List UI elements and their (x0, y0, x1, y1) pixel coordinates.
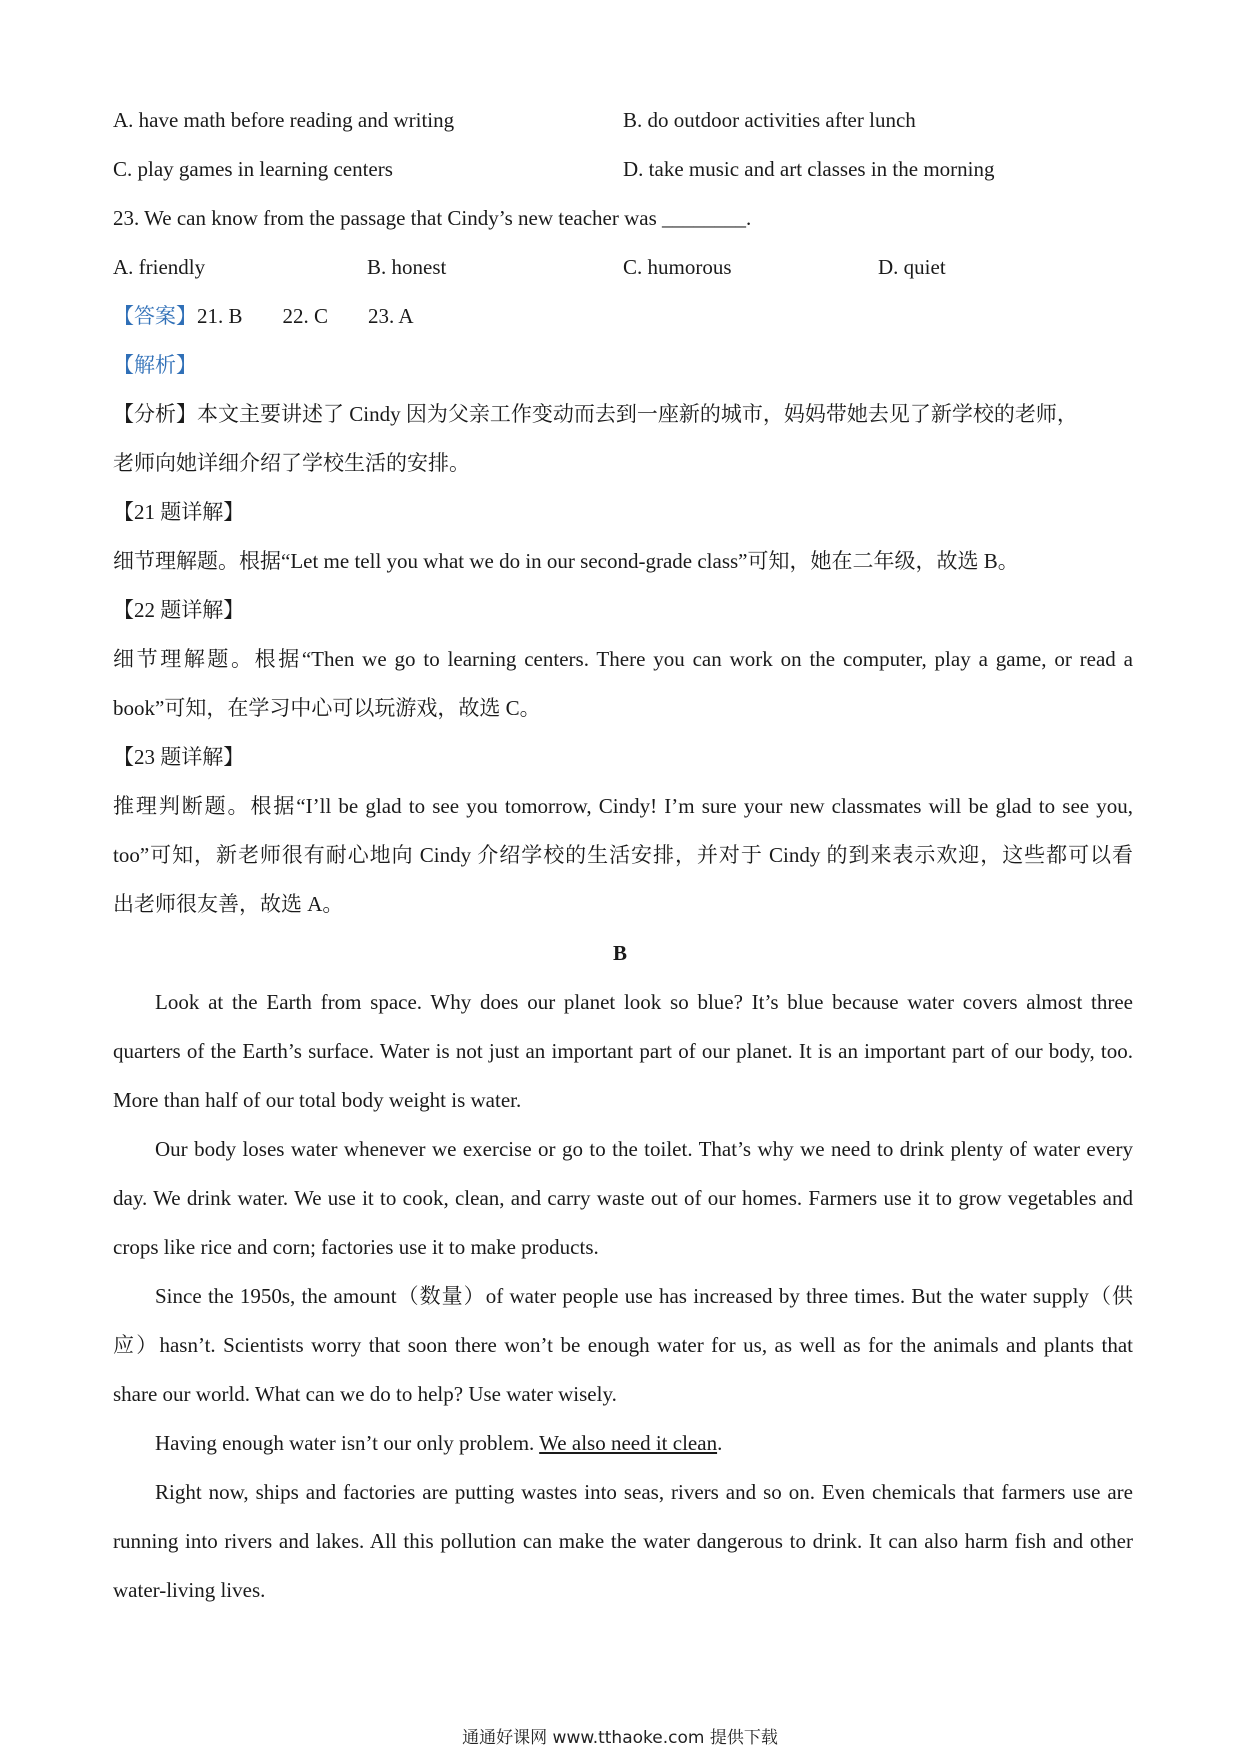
answer-tag: 【答案】 (113, 304, 197, 328)
answer-22: 22. C (282, 304, 329, 328)
passage-p3-line-3: share our world. What can we do to help? Use water wisely. (113, 1382, 617, 1406)
passage-p2-line-2: day. We drink water. We use it to cook, clean, and carry waste out of our homes. Farmers use it to grow vegetables and (113, 1186, 1133, 1210)
passage-p1-line-1: Look at the Earth from space. Why does our planet look so blue? It’s blue because water covers almost three (155, 990, 1133, 1014)
page-footer: 通通好课网 www.tthaoke.com 提供下载 (462, 1728, 778, 1748)
passage-p5-line-3: water-living lives. (113, 1578, 266, 1602)
answer-21: 21. B (197, 304, 243, 328)
detail22-line-2: book”可知，在学习中心可以玩游戏，故选 C。 (113, 696, 541, 720)
passage-p5-line-2: running into rivers and lakes. All this pollution can make the water dangerous to drink. It can also harm fish and other (113, 1529, 1133, 1553)
detail23-line-2: too”可知，新老师很有耐心地向 Cindy 介绍学校的生活安排，并对于 Cindy 的到来表示欢迎，这些都可以看 (113, 843, 1133, 867)
passage-p5-line-1: Right now, ships and factories are putting wastes into seas, rivers and so on. Even chemicals that farmers use are (155, 1480, 1133, 1504)
q22-option-b: B. do outdoor activities after lunch (623, 108, 916, 132)
q23-option-a: A. friendly (113, 255, 206, 279)
passage-b-title: B (612, 941, 627, 965)
q22-option-a: A. have math before reading and writing (113, 108, 455, 132)
passage-p3-line-1: Since the 1950s, the amount（数量）of water people use has increased by three times. But the water supply（供 (155, 1284, 1133, 1308)
passage-p2-line-1: Our body loses water whenever we exercise or go to the toilet. That’s why we need to drink plenty of water every (155, 1137, 1133, 1161)
q23-option-d: D. quiet (878, 255, 946, 279)
answer-line (113, 303, 1133, 329)
analysis-line-2: 老师向她详细介绍了学校生活的安排。 (113, 451, 470, 475)
passage-p1-line-3: More than half of our total body weight is water. (113, 1088, 522, 1112)
q22-option-d: D. take music and art classes in the morning (623, 157, 995, 181)
detail21-text: 细节理解题。根据“Let me tell you what we do in our second-grade class”可知，她在二年级，故选 B。 (113, 549, 1019, 573)
passage-p4-pre: Having enough water isn’t our only problem. (155, 1431, 540, 1455)
passage-p2-line-3: crops like rice and corn; factories use it to make products. (113, 1235, 599, 1259)
detail23-heading: 【23 题详解】 (113, 745, 245, 769)
analysis-tag: 【解析】 (113, 353, 197, 377)
detail22-heading: 【22 题详解】 (113, 598, 245, 622)
detail22-line-1: 细节理解题。根据“Then we go to learning centers. There you can work on the computer, play a game, or read a (113, 647, 1133, 671)
passage-p4-underlined: We also need it clean (539, 1431, 718, 1455)
detail23-line-3: 出老师很友善，故选 A。 (113, 892, 344, 916)
q23-option-b: B. honest (367, 255, 447, 279)
q22-option-c: C. play games in learning centers (113, 157, 393, 181)
detail23-line-1: 推理判断题。根据“I’ll be glad to see you tomorrow, Cindy! I’m sure your new classmates will be glad to see you, (113, 794, 1133, 818)
passage-p3-line-2: 应）hasn’t. Scientists worry that soon there won’t be enough water for us, as well as for the animals and plants that (113, 1333, 1133, 1357)
q23-stem: 23. We can know from the passage that Cindy’s new teacher was ________. (113, 206, 752, 230)
passage-p4-post: . (717, 1431, 723, 1455)
q23-option-c: C. humorous (623, 255, 732, 279)
analysis-line-1: 【分析】本文主要讲述了 Cindy 因为父亲工作变动而去到一座新的城市，妈妈带她去见了新学校的老师， (113, 402, 1078, 426)
answer-23: 23. A (368, 304, 414, 328)
passage-p4 (155, 1430, 1133, 1456)
passage-p1-line-2: quarters of the Earth’s surface. Water is not just an important part of our planet. It is an important part of our body, too. (113, 1039, 1133, 1063)
detail21-heading: 【21 题详解】 (113, 500, 245, 524)
